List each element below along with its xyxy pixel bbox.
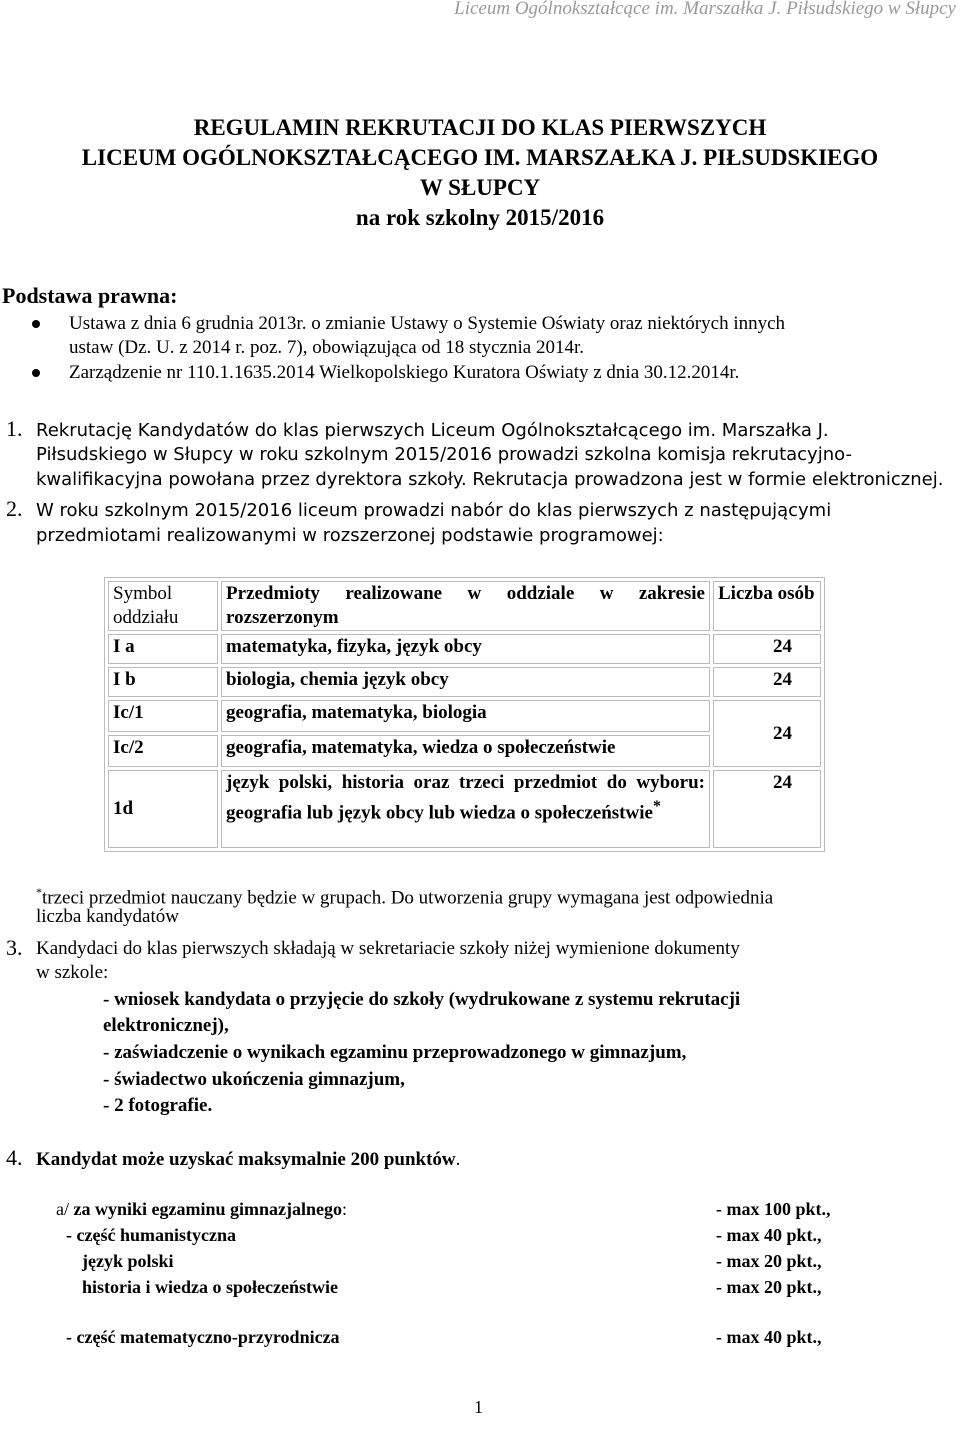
title-line-2: LICEUM OGÓLNOKSZTAŁCĄCEGO IM. MARSZAŁKA J. PIŁSUDSKIEGO <box>81 145 879 170</box>
section-3-line-2: w szkole: <box>36 962 109 983</box>
document-item-4: - 2 fotografie. <box>103 1095 213 1116</box>
section-4-number: 4. <box>6 1145 23 1170</box>
footnote-line-2: liczba kandydatów <box>36 906 179 927</box>
bullet-icon <box>32 320 40 328</box>
section-1-number: 1. <box>6 416 23 441</box>
section-1-line-3: kwalifikacyjna powołana przez dyrektora szkoły. Rekrutacja prowadzona jest w formie elektronicznej. <box>36 469 944 490</box>
document-item-1: - wniosek kandydata o przyjęcie do szkoły (wydrukowane z systemu rekrutacji <box>103 989 741 1010</box>
title-line-3: W SŁUPCY <box>419 175 541 200</box>
points-humanities: - część humanistyczna <box>66 1225 236 1245</box>
section-2-number: 2. <box>6 496 23 521</box>
section-2-line-1: W roku szkolnym 2015/2016 liceum prowadzi nabór do klas pierwszych z następującymi <box>36 500 832 521</box>
section-1-line-2: Piłsudskiego w Słupcy w roku szkolnym 2015/2016 prowadzi szkolna komisja rekrutacyjno- <box>36 444 852 465</box>
table-header-row <box>108 581 821 631</box>
legal-item-1-line-1: Ustawa z dnia 6 grudnia 2013r. o zmianie Ustawy o Systemie Oświaty oraz niektórych innych <box>69 313 786 334</box>
table-row <box>108 770 821 848</box>
title-line-1: REGULAMIN REKRUTACJI DO KLAS PIERWSZYCH <box>193 115 767 140</box>
points-math-science-max: - max 40 pkt., <box>716 1327 822 1347</box>
points-humanities-max: - max 40 pkt., <box>716 1225 822 1245</box>
section-1-line-1: Rekrutację Kandydatów do klas pierwszych Liceum Ogólnokształcącego im. Marszałka J. <box>36 420 829 441</box>
row-count: 24 <box>713 770 821 848</box>
table-row <box>108 667 821 697</box>
document-item-3: - świadectwo ukończenia gimnazjum, <box>103 1069 405 1090</box>
header-subjects: Przedmioty realizowane w oddziale w zakresie rozszerzonym <box>221 581 710 631</box>
classes-table <box>104 577 825 852</box>
header-count: Liczba osób <box>713 581 821 631</box>
row-symbol: I a <box>108 634 218 664</box>
table-row <box>108 634 821 664</box>
row-count: 24 <box>713 667 821 697</box>
page-header: Liceum Ogólnokształcące im. Marszałka J. Piłsudskiego w Słupcy <box>454 0 956 19</box>
row-subjects: geografia, matematyka, biologia <box>221 700 710 732</box>
points-history-max: - max 20 pkt., <box>716 1277 822 1297</box>
row-subjects: biologia, chemia język obcy <box>221 667 710 697</box>
row-symbol: Ic/1 <box>108 700 218 732</box>
title-line-4: na rok szkolny 2015/2016 <box>355 205 605 230</box>
section-4-text: Kandydat może uzyskać maksymalnie 200 punktów. <box>36 1149 461 1170</box>
legal-basis-heading: Podstawa prawna: <box>2 283 178 308</box>
section-3-number: 3. <box>6 935 23 960</box>
row-count: 24 <box>713 634 821 664</box>
legal-item-2: Zarządzenie nr 110.1.1635.2014 Wielkopolskiego Kuratora Oświaty z dnia 30.12.2014r. <box>69 362 740 383</box>
row-symbol: Ic/2 <box>108 735 218 767</box>
points-history: historia i wiedza o społeczeństwie <box>82 1277 338 1297</box>
row-symbol: I b <box>108 667 218 697</box>
row-symbol: 1d <box>108 770 218 848</box>
section-2-line-2: przedmiotami realizowanymi w rozszerzonej podstawie programowej: <box>36 525 664 546</box>
footnote-line-1: *trzeci przedmiot nauczany będzie w grupach. Do utworzenia grupy wymagana jest odpowiednia <box>36 885 774 909</box>
header-symbol: Symbol oddziału <box>108 581 218 631</box>
row-count: 24 <box>713 700 821 767</box>
bullet-icon <box>32 369 40 377</box>
points-polish: język polski <box>82 1251 174 1271</box>
table-row <box>108 700 821 732</box>
row-subjects: język polski, historia oraz trzeci przedmiot do wyboru: geografia lub język obcy lub wiedza o społeczeństwie* <box>221 770 710 848</box>
points-a: a/ za wyniki egzaminu gimnazjalnego: <box>56 1199 348 1219</box>
page-number: 1 <box>474 1397 483 1417</box>
document-item-2: - zaświadczenie o wynikach egzaminu przeprowadzonego w gimnazjum, <box>103 1042 687 1063</box>
legal-item-1-line-2: ustaw (Dz. U. z 2014 r. poz. 7), obowiązująca od 18 stycznia 2014r. <box>69 337 584 358</box>
row-subjects: matematyka, fizyka, język obcy <box>221 634 710 664</box>
points-a-max: - max 100 pkt., <box>716 1199 831 1219</box>
row-subjects: geografia, matematyka, wiedza o społeczeństwie <box>221 735 710 767</box>
document-item-1-cont: elektronicznej), <box>103 1015 229 1036</box>
points-math-science: - część matematyczno-przyrodnicza <box>66 1327 340 1347</box>
points-polish-max: - max 20 pkt., <box>716 1251 822 1271</box>
section-3-line-1: Kandydaci do klas pierwszych składają w sekretariacie szkoły niżej wymienione dokumenty <box>36 938 740 959</box>
